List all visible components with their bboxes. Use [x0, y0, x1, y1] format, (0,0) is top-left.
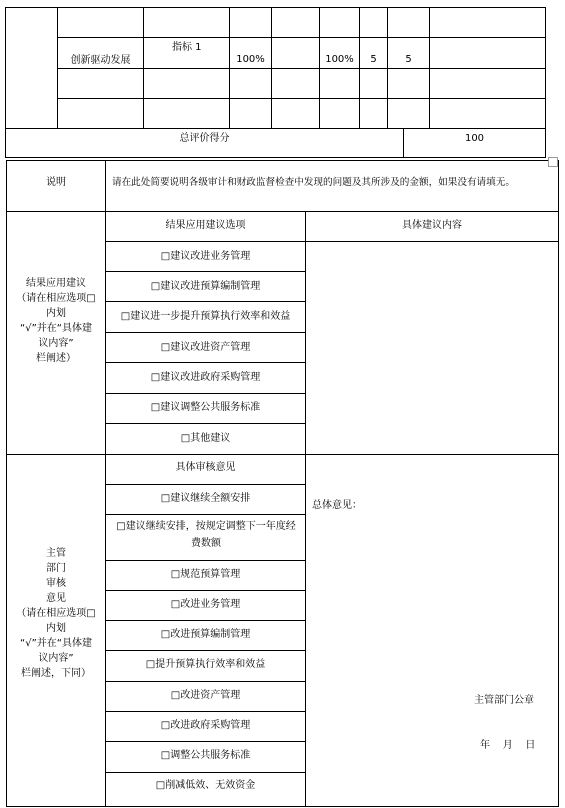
- review-option[interactable]: □建议继续全额安排: [160, 493, 251, 504]
- review-option[interactable]: □改进资产管理: [170, 690, 241, 701]
- result-option[interactable]: □建议改进政府采购管理: [150, 372, 261, 383]
- result-section-label: 结果应用建议 （请在相应选项□ 内划 “√”并在“具体建 议内容” 栏阐述）: [16, 278, 96, 364]
- review-option[interactable]: □建议继续安排，按规定调整下一年度经费数额: [116, 521, 296, 549]
- review-options-header: 具体审核意见: [175, 462, 236, 473]
- value-cell: 5: [370, 54, 377, 65]
- result-option[interactable]: □建议改进业务管理: [160, 251, 251, 262]
- result-option[interactable]: □建议进一步提升预算执行效率和效益: [120, 311, 291, 322]
- review-option[interactable]: □削减低效、无效资金: [155, 780, 256, 791]
- overall-opinion-label: 总体意见：: [312, 500, 362, 511]
- result-option[interactable]: □其他建议: [180, 433, 231, 444]
- result-option[interactable]: □建议改进预算编制管理: [150, 281, 261, 292]
- dept-seal-label: 主管部门公章: [474, 695, 534, 706]
- table-resize-handle[interactable]: [548, 157, 558, 167]
- date-label: 年 月 日: [480, 740, 536, 751]
- note-text: 请在此处简要说明各级审计和财政监督检查中发现的问题及其所涉及的金额，如果没有请填无。: [112, 177, 515, 188]
- review-option[interactable]: □调整公共服务标准: [160, 750, 251, 761]
- options-column-header: 结果应用建议选项: [165, 220, 246, 231]
- total-score-label: 总评价得分: [179, 133, 230, 144]
- dept-section-label: 主管 部门 审核 意见 （请在相应选项□ 内划 “√”并在“具体建 议内容” 栏阐述，下同）: [16, 548, 96, 679]
- review-option[interactable]: □改进业务管理: [170, 599, 241, 610]
- value-cell: 5: [405, 54, 412, 65]
- review-option[interactable]: □规范预算管理: [170, 569, 241, 580]
- review-option[interactable]: □提升预算执行效率和效益: [145, 659, 266, 670]
- review-option[interactable]: □改进预算编制管理: [160, 629, 251, 640]
- value-cell: 100%: [236, 54, 265, 65]
- result-option[interactable]: □建议调整公共服务标准: [150, 402, 261, 413]
- value-cell: 100%: [325, 54, 354, 65]
- note-label: 说明: [46, 177, 66, 188]
- indicator-cell: 指标 1: [172, 42, 202, 53]
- content-column-header: 具体建议内容: [402, 220, 462, 231]
- result-option[interactable]: □建议改进资产管理: [160, 342, 251, 353]
- category-cell: 创新驱动发展: [70, 55, 131, 66]
- review-option[interactable]: □改进政府采购管理: [160, 720, 251, 731]
- total-score-value: 100: [464, 133, 485, 144]
